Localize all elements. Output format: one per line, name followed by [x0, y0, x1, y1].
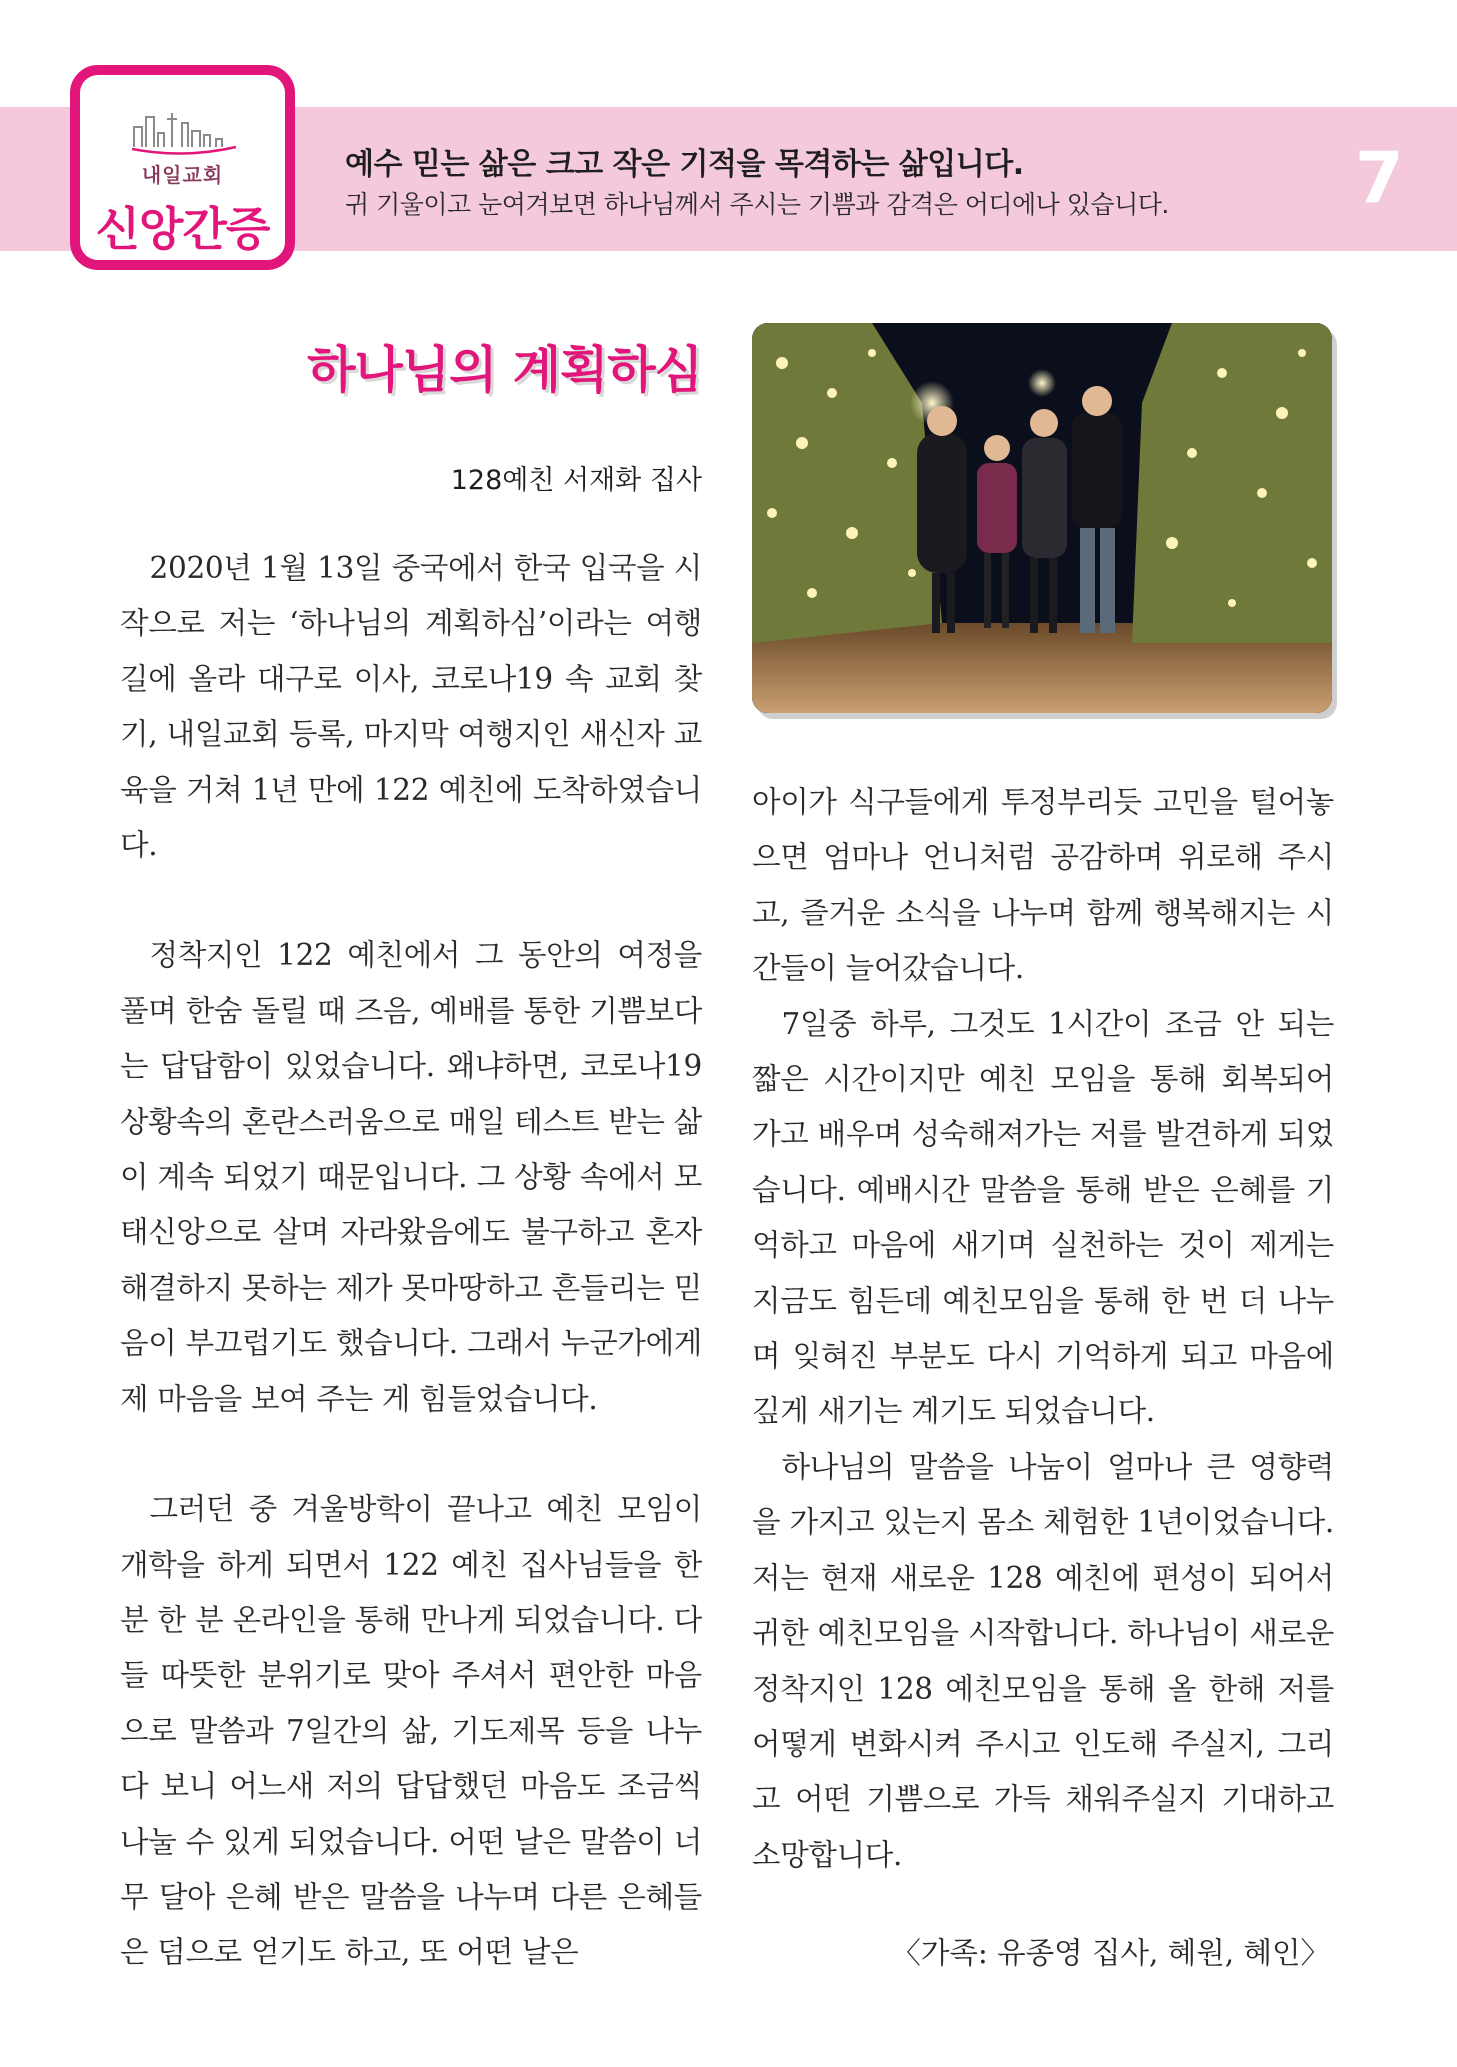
family-photo — [752, 323, 1332, 713]
paragraph: 7일중 하루, 그것도 1시간이 조금 안 되는 짧은 시간이지만 예친 모임을 통해 회복되어 가고 배우며 성숙해져가는 저를 발견하게 되었습니다. 예배시간 말씀을 통해 받은 은혜를 기억하고 마음에 새기며 실천하는 것이 제게는 지금도 힘든데 예친모임을 통해 한 번 더 나누며 잊혀진 부분도 다시 기억하게 되고 마음에 깊게 새기는 계기도 되었습니다. — [752, 1006, 1334, 1429]
paragraph: 2020년 1월 13일 중국에서 한국 입국을 시작으로 저는 ‘하나님의 계획하심’이라는 여행길에 올라 대구로 이사, 코로나19 속 교회 찾기, 내일교회 등록, 마지막 여행지인 새신자 교육을 거쳐 1년 만에 122 예친에 도착하였습니다. — [120, 551, 702, 863]
left-column — [120, 541, 702, 1981]
church-name: 내일교회 — [141, 163, 224, 187]
paragraph: 하나님의 말씀을 나눔이 얼마나 큰 영향력을 가지고 있는지 몸소 체험한 1년이었습니다. 저는 현재 새로운 128 예친에 편성이 되어서 귀한 예친모임을 시작합니다. 하나님이 새로운 정착지인 128 예친모임을 통해 올 한해 저를 어떻게 변화시켜 주시고 인도해 주실지, 그리고 어떤 기쁨으로 가득 채워주실지 기대하고 소망합니다. — [752, 1449, 1334, 1872]
section-title: 신앙간증 — [95, 202, 270, 256]
church-skyline-icon — [132, 105, 237, 155]
church-logo — [70, 65, 295, 270]
article-title: 하나님의 계획하심 — [307, 341, 702, 399]
christmas-trees-photo-icon — [752, 323, 1332, 713]
header-subline: 귀 기울이고 눈여겨보면 하나님께서 주시는 기쁨과 감격은 어디에나 있습니다. — [345, 190, 1169, 219]
page-number: 7 — [1355, 137, 1404, 219]
right-column — [752, 775, 1334, 1883]
paragraph: 정착지인 122 예친에서 그 동안의 여정을 풀며 한숨 돌릴 때 즈음, 예배를 통한 기쁨보다는 답답함이 있었습니다. 왜냐하면, 코로나19 상황속의 혼란스러움으로 매일 테스트 받는 삶이 계속 되었기 때문입니다. 그 상황 속에서 모태신앙으로 살며 자라왔음에도 불구하고 혼자 해결하지 못하는 제가 못마땅하고 흔들리는 믿음이 부끄럽기도 했습니다. 그래서 누군가에게 제 마음을 보여 주는 게 힘들었습니다. — [120, 938, 702, 1416]
family-note: 〈가족: 유종영 집사, 혜원, 혜인〉 — [891, 1936, 1330, 1970]
article-byline: 128예친 서재화 집사 — [450, 465, 702, 496]
paragraph: 그러던 중 겨울방학이 끝나고 예친 모임이 개학을 하게 되면서 122 예친 집사님들을 한 분 한 분 온라인을 통해 만나게 되었습니다. 다들 따뜻한 분위기로 맞아 주셔서 편안한 마음으로 말씀과 7일간의 삶, 기도제목 등을 나누다 보니 어느새 저의 답답했던 마음도 조금씩 나눌 수 있게 되었습니다. 어떤 날은 말씀이 너무 달아 은혜 받은 말씀을 나누며 다른 은혜들은 덤으로 얻기도 하고, 또 어떤 날은 — [120, 1492, 702, 1970]
header-tagline: 예수 믿는 삶은 크고 작은 기적을 목격하는 삶입니다. — [345, 147, 1024, 182]
paragraph: 아이가 식구들에게 투정부리듯 고민을 털어놓으면 엄마나 언니처럼 공감하며 위로해 주시고, 즐거운 소식을 나누며 함께 행복해지는 시간들이 늘어갔습니다. — [752, 785, 1334, 986]
